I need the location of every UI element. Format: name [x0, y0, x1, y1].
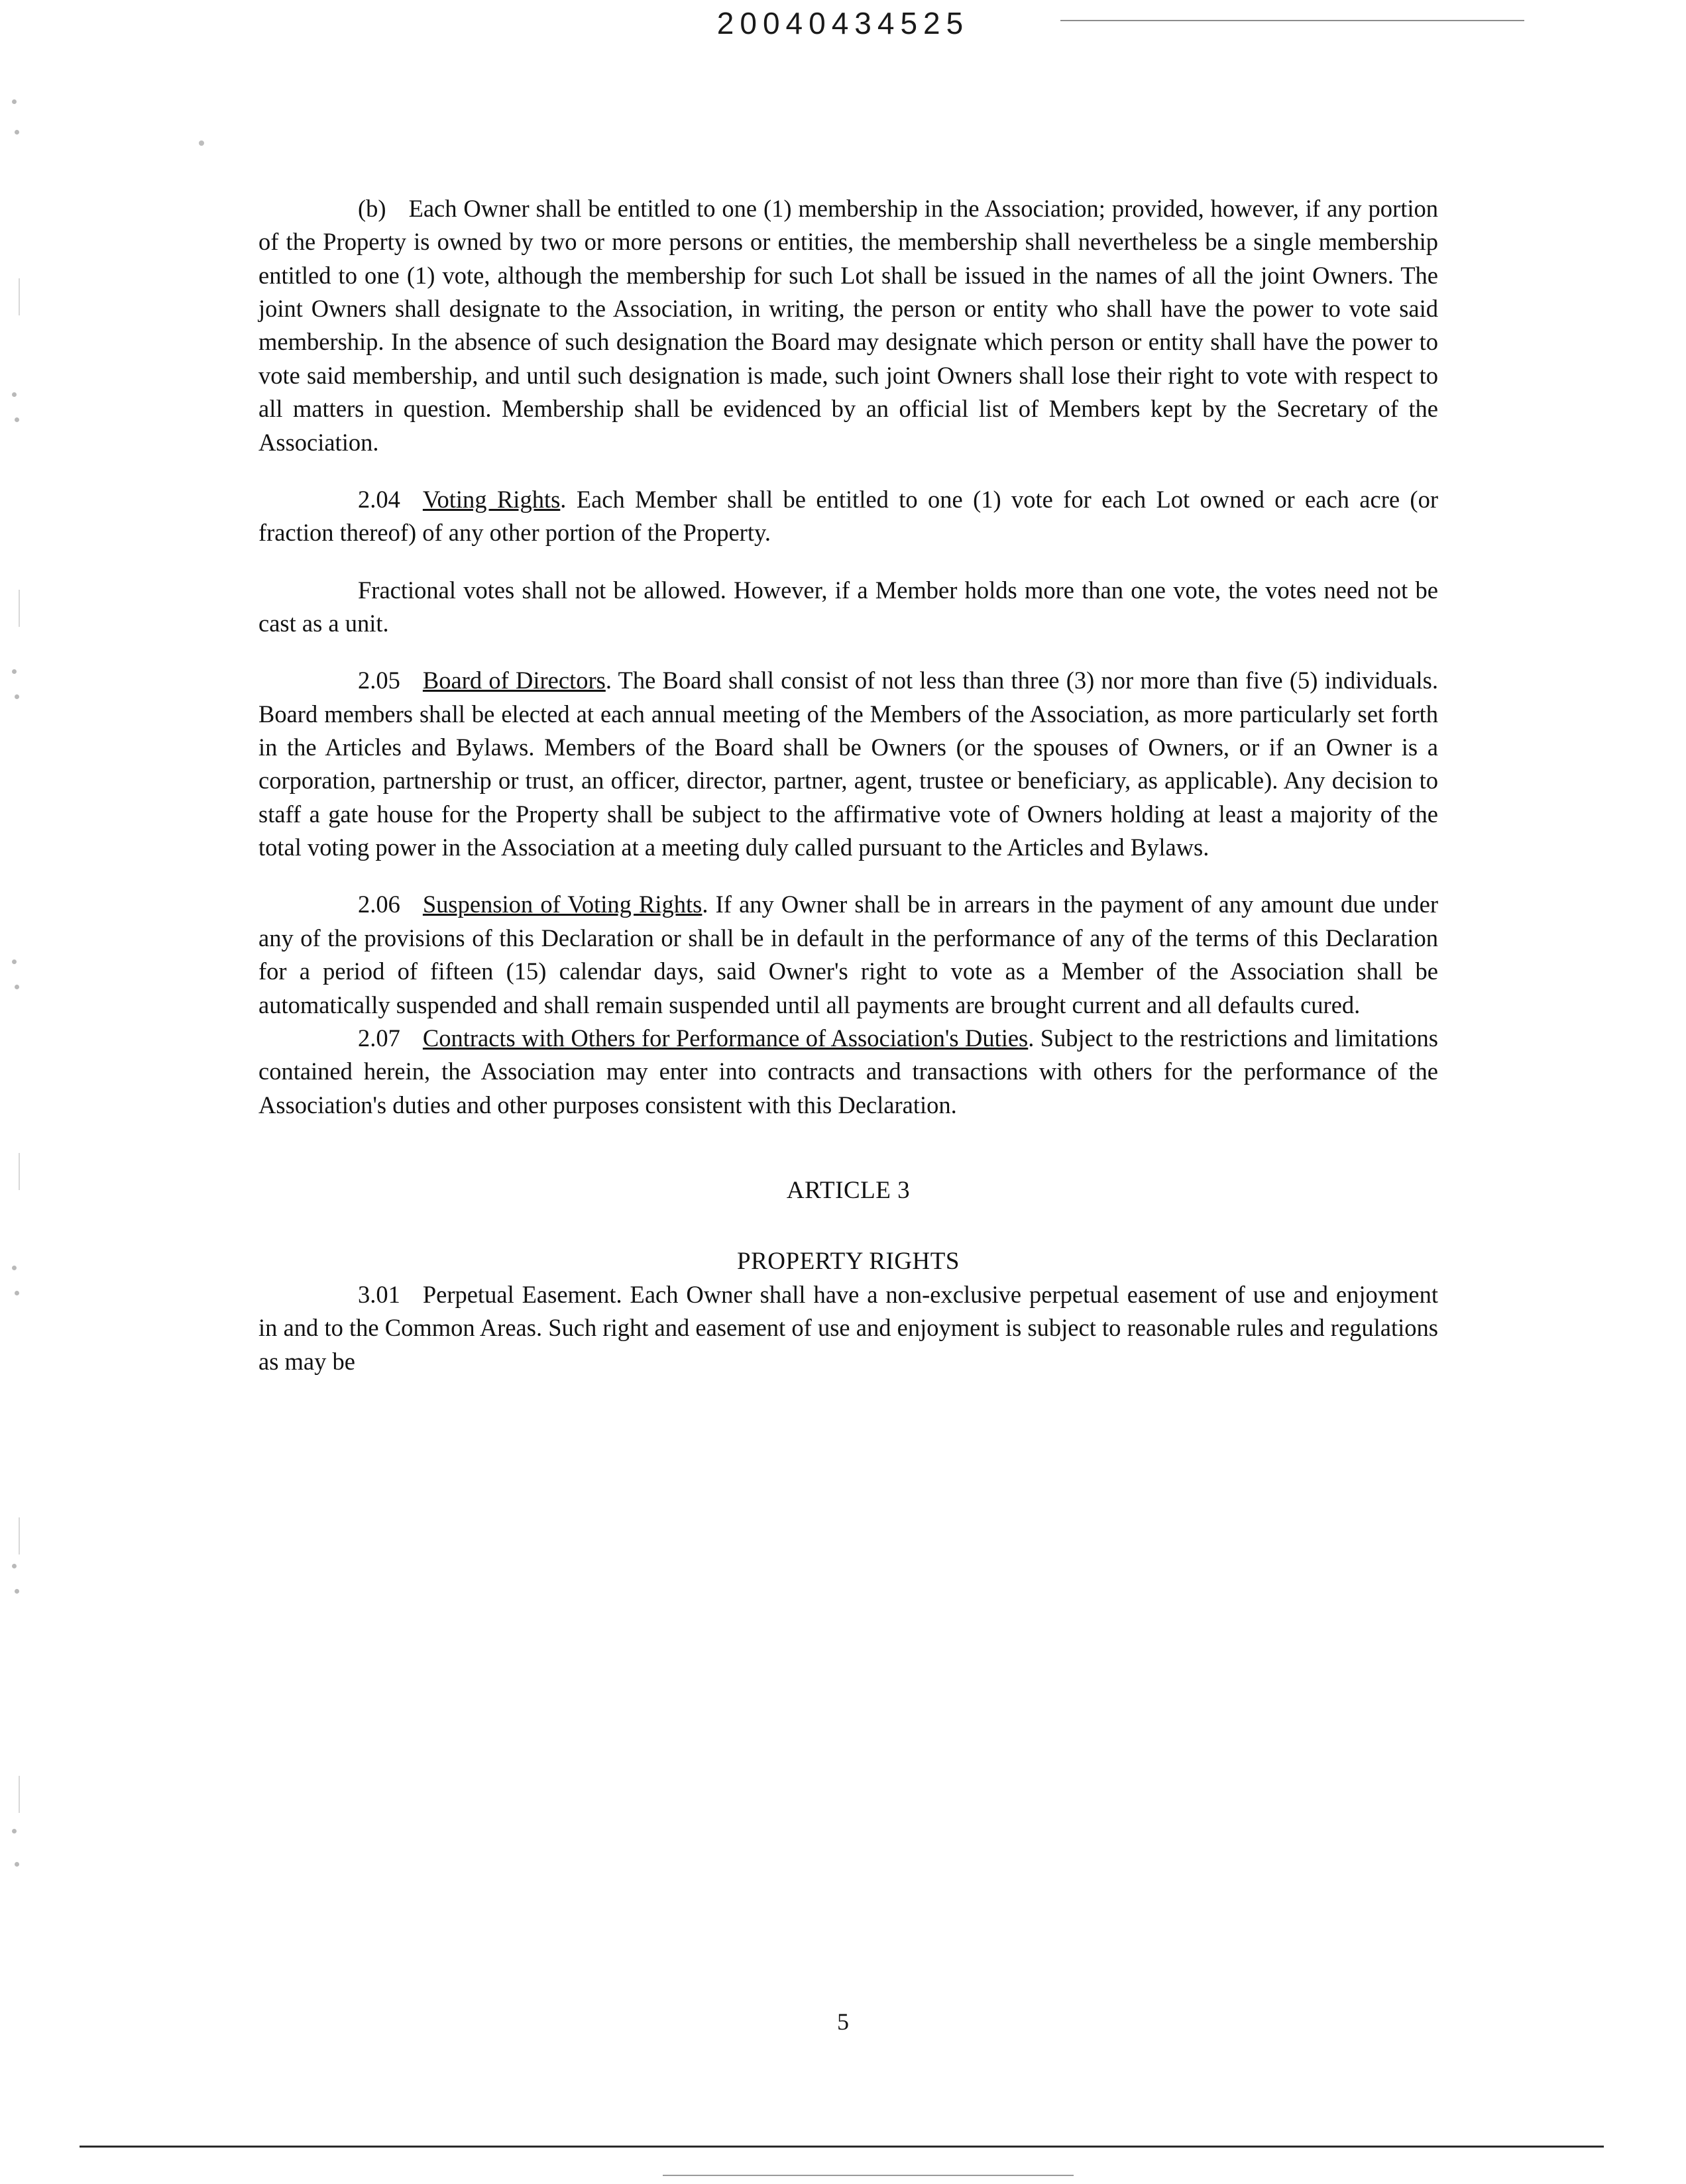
scan-speck — [199, 140, 204, 146]
section-text: . Each Member shall be entitled to one (1) vote for each Lot owned or each acre (or fraction thereof) of any other portion of the Property. — [258, 485, 1438, 547]
clause-label: (b) — [358, 195, 386, 222]
paragraph-section-2-06 — [258, 888, 1438, 1021]
paragraph-section-2-04 — [258, 483, 1438, 550]
scan-speck — [12, 1829, 17, 1833]
scan-speck — [12, 99, 17, 104]
section-heading: Contracts with Others for Performance of Association's Duties — [422, 1024, 1029, 1052]
recording-stamp-number: 20040434525 — [716, 6, 970, 40]
scan-speck — [12, 1564, 17, 1568]
paragraph-clause-b — [258, 192, 1438, 459]
stamp-rule — [1060, 20, 1524, 21]
page-number: 5 — [837, 2008, 849, 2035]
scan-edge-tick — [19, 1517, 20, 1555]
paragraph-fractional-votes — [258, 574, 1438, 641]
section-text: . The Board shall consist of not less than three (3) nor more than five (5) individuals. Board members shall be elected at each annual meeting of the Members of the Association, as more particularly set forth in the Articles and Bylaws. Members of the Board shall be Owners (or the spouses of Owners, or if an Owner is a corporation, partnership or trust, an officer, director, partner, agent, trustee or beneficiary, as applicable). Any decision to staff a gate house for the Property shall be subject to the affirmative vote of Owners holding at least a majority of the total voting power in the Association at a meeting duly called pursuant to the Articles and Bylaws. — [258, 667, 1438, 861]
article-heading: ARTICLE 3 — [786, 1176, 911, 1204]
scan-edge-tick — [19, 1776, 20, 1813]
scan-speck — [12, 959, 17, 964]
section-text: Each Owner shall have a non-exclusive perpetual easement of use and enjoyment in and to the Common Areas. Such right and easement of use and enjoyment is subject to reasonable rules and regulations as may be — [258, 1281, 1438, 1375]
scan-edge-tick — [19, 278, 20, 315]
scan-speck — [15, 417, 19, 422]
section-heading: Suspension of Voting Rights — [422, 891, 702, 918]
paragraph-section-2-07 — [258, 1022, 1438, 1122]
paragraph-section-2-05 — [258, 664, 1438, 864]
scan-speck — [12, 669, 17, 674]
section-number: 2.06 — [358, 891, 400, 918]
article-subheading: PROPERTY RIGHTS — [737, 1248, 960, 1276]
section-number: 2.05 — [358, 667, 400, 694]
scan-speck — [15, 694, 19, 699]
section-heading: Perpetual Easement. — [422, 1281, 622, 1309]
document-body — [258, 192, 1438, 1402]
scan-speck — [12, 1266, 17, 1270]
section-heading: Voting Rights — [422, 485, 561, 513]
scan-speck — [15, 130, 19, 135]
section-number: 2.04 — [358, 485, 400, 513]
section-number: 3.01 — [358, 1281, 400, 1309]
section-text: . Subject to the restrictions and limitations contained herein, the Association may enter into contracts and transactions with others for the performance of the Association's duties and other purposes consistent with this Declaration. — [258, 1024, 1438, 1119]
page-bottom-rule-secondary — [663, 2175, 1074, 2176]
clause-text: Each Owner shall be entitled to one (1) membership in the Association; provided, however, if any portion of the Property is owned by two or more persons or entities, the membership shall nevertheless be a single membership entitled to one (1) vote, although the membership for such Lot shall be issued in the names of all the joint Owners. The joint Owners shall designate to the Association, in writing, the person or entity who shall have the power to vote said membership. In the absence of such designation the Board may designate which person or entity shall have the power to vote said membership, and until such designation is made, such joint Owners shall lose their right to vote with respect to all matters in question. Membership shall be evidenced by an official list of Members kept by the Secretary of the Association. — [258, 195, 1438, 456]
scan-speck — [15, 1291, 19, 1295]
page-bottom-rule — [80, 2146, 1604, 2148]
section-number: 2.07 — [358, 1024, 400, 1052]
scan-speck — [12, 392, 17, 397]
scan-speck — [15, 1589, 19, 1594]
section-text: . If any Owner shall be in arrears in the payment of any amount due under any of the provisions of this Declaration or shall be in default in the performance of any of the terms of this Declaration for a period of fifteen (15) calendar days, said Owner's right to vote as a Member of the Association shall be automatically suspended and shall remain suspended until all payments are brought current and all defaults cured. — [258, 891, 1438, 1018]
paragraph-text: Fractional votes shall not be allowed. However, if a Member holds more than one vote, the votes need not be cast as a unit. — [258, 576, 1438, 637]
scan-speck — [15, 1862, 19, 1867]
paragraph-section-3-01 — [258, 1278, 1438, 1378]
scan-edge-tick — [19, 1153, 20, 1190]
scan-edge-tick — [19, 590, 20, 627]
section-heading: Board of Directors — [422, 667, 606, 694]
scan-speck — [15, 985, 19, 989]
